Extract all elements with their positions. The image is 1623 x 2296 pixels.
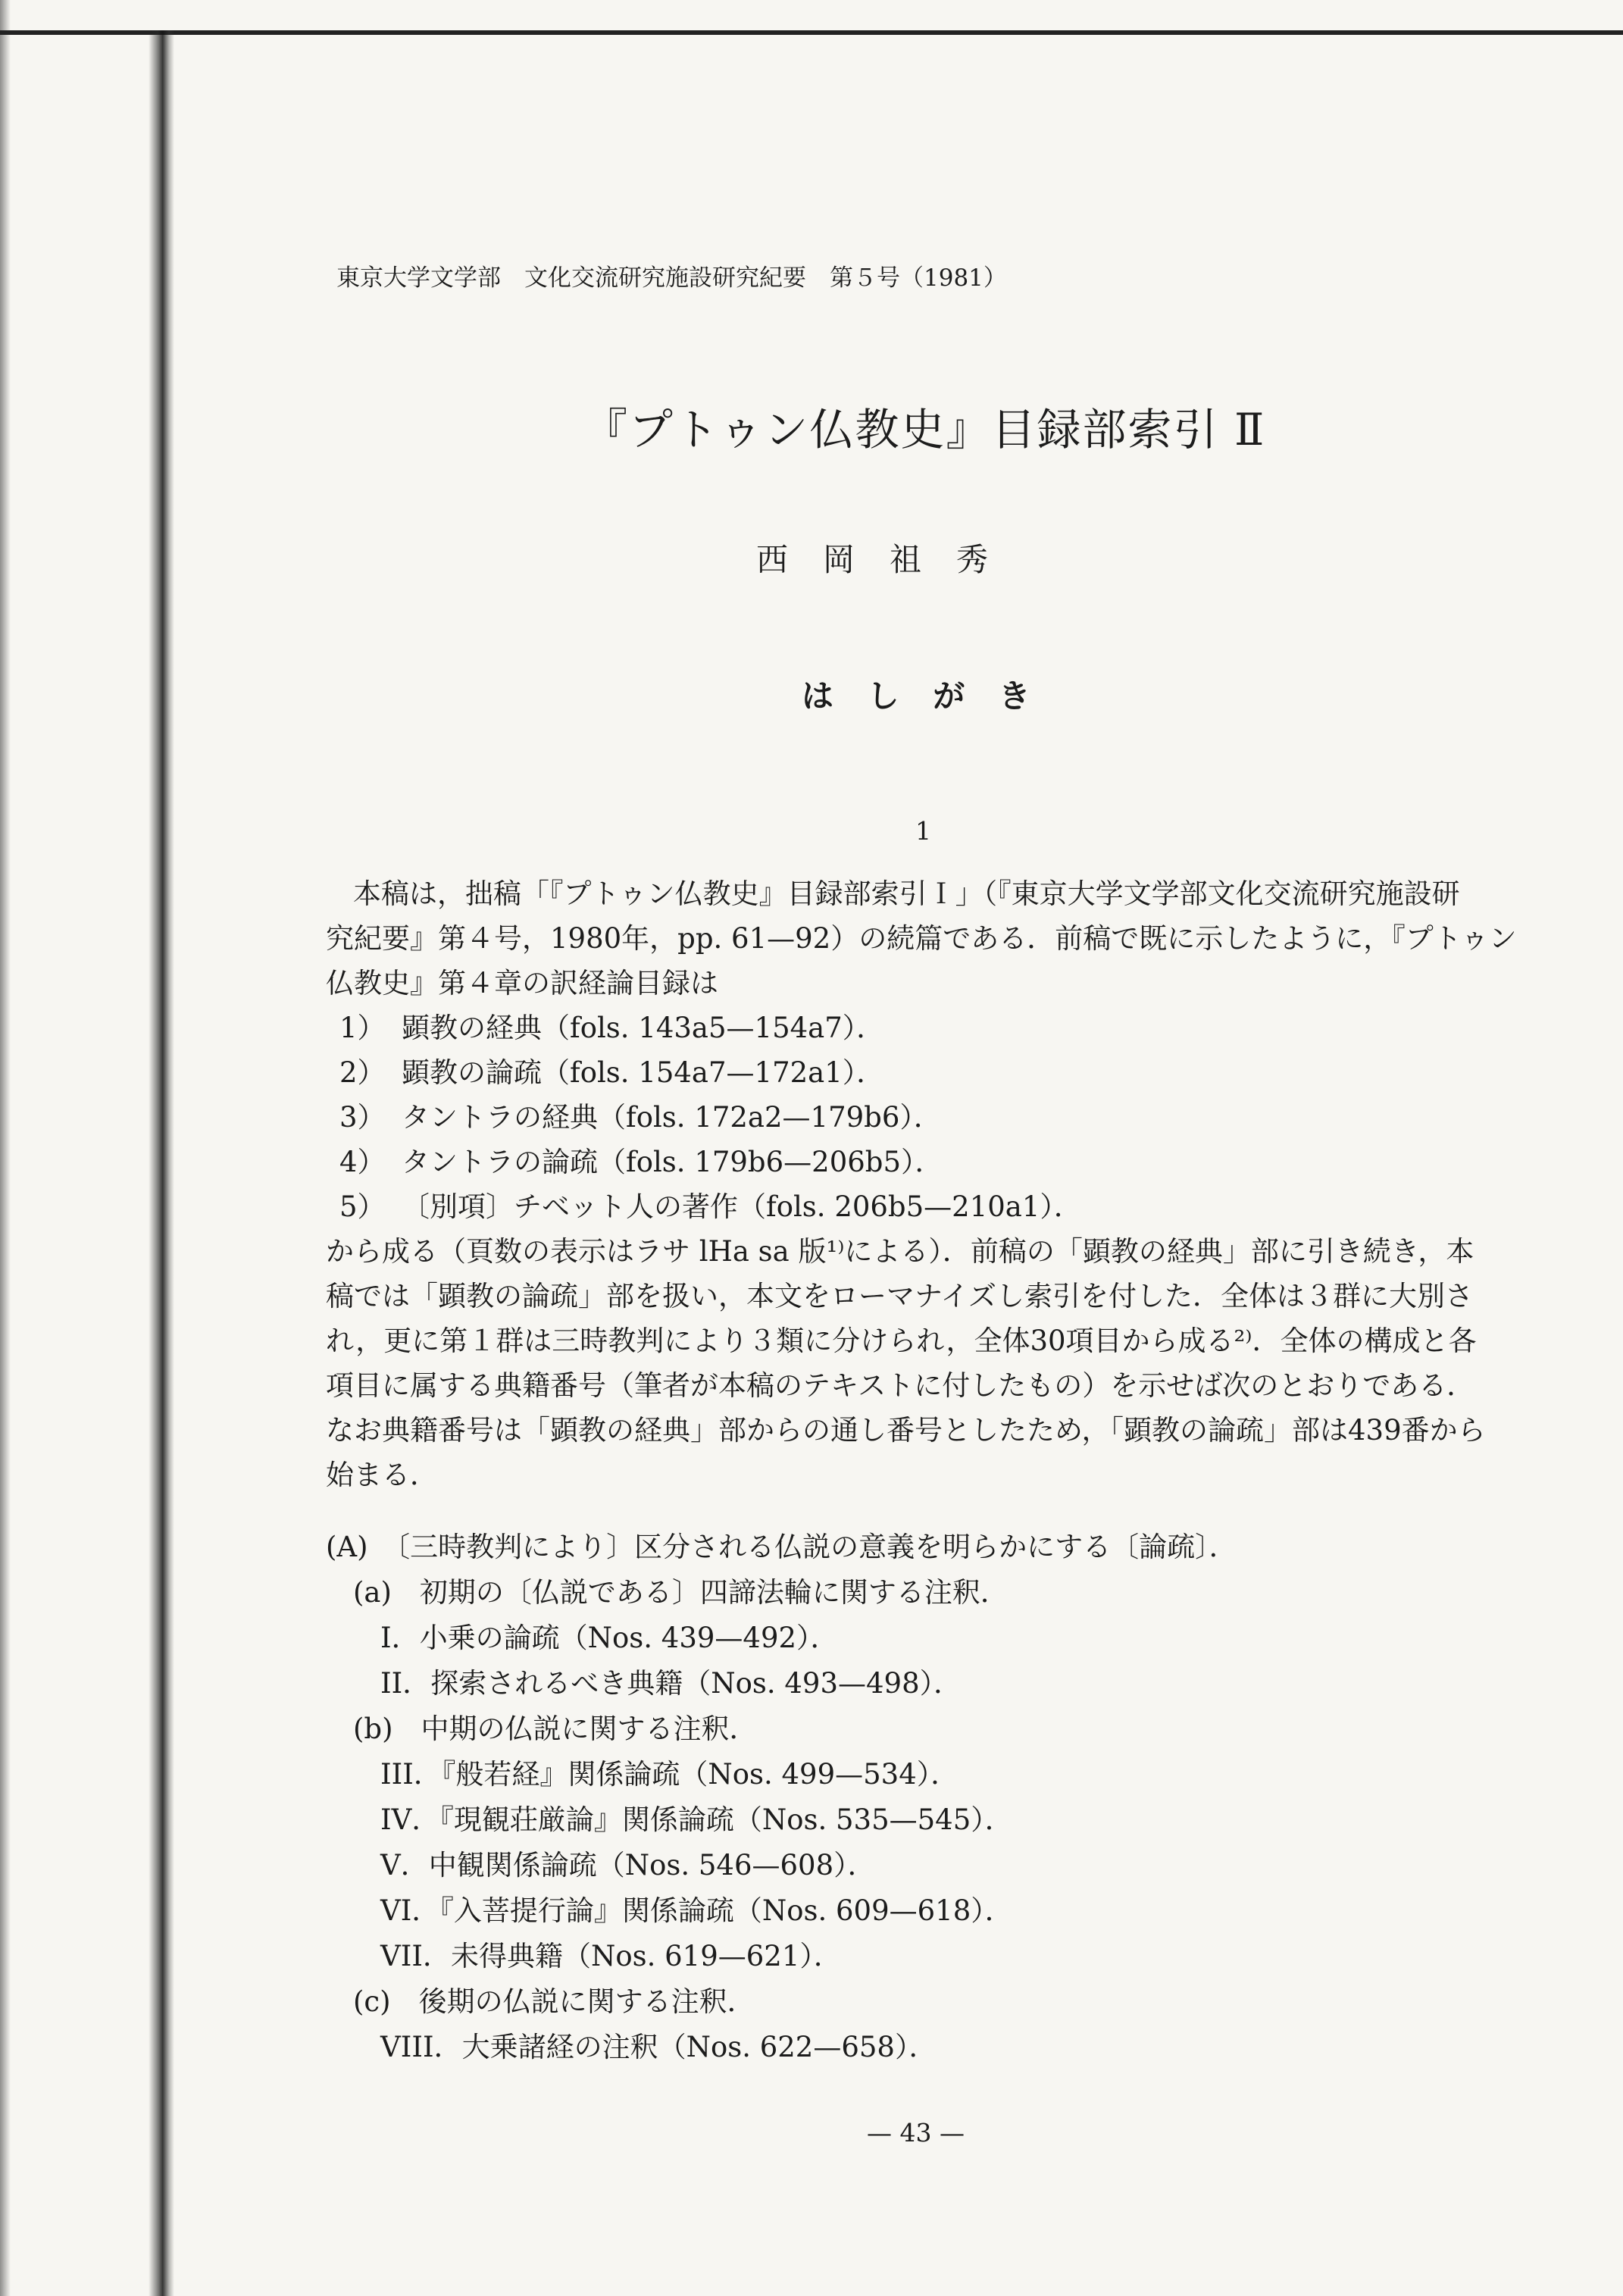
journal-header: 東京大学文学部 文化交流研究施設研究紀要 第５号（1981） [336,264,1007,292]
body-line: 究紀要』第４号，1980年，pp. 61—92）の続篇である．前稿で既に示したように，『プトゥン [326,922,1517,955]
list-item [326,1006,1515,1050]
body-text [326,871,1515,1497]
list-item [326,1050,1515,1095]
list-item-number: 3） [339,1101,386,1134]
outline-item: V．中観関係論疏（Nos. 546—608）． [380,1849,876,1882]
outline-item: VI．『入菩提行論』関係論疏（Nos. 609—618）． [380,1894,1013,1927]
outline-group-heading: (A) 〔三時教判により〕区分される仏説の意義を明らかにする〔論疏〕． [326,1531,1237,1563]
outline-item: VII．未得典籍（Nos. 619—621）． [380,1940,842,1972]
top-border-line [0,30,1623,35]
list-item [326,1184,1515,1229]
article-title: 『プトゥン仏教史』目録部索引 Ⅱ [583,404,1266,455]
body-line: れ，更に第１群は三時教判により３類に分けられ，全体30項目から成る²⁾．全体の構成と各 [326,1325,1477,1357]
outline-subgroup-heading: (b) 中期の仏説に関する注釈． [353,1713,758,1745]
outline-item: IV．『現観荘厳論』関係論疏（Nos. 535—545）． [380,1803,1013,1836]
body-line: 項目に属する典籍番号（筆者が本稿のテキストに付したもの）を示せば次のとおりである． [326,1369,1475,1402]
outline-item: VIII．大乗諸経の注釈（Nos. 622—658）． [380,2031,937,2063]
list-item-number: 2） [339,1056,386,1089]
list-item [326,1140,1515,1184]
body-line: から成る（頁数の表示はラサ lHa sa 版¹⁾による）．前稿の「顕教の経典」部に引き続き，本 [326,1235,1474,1268]
section-heading: は し が き [802,677,1030,715]
outline-item: I．小乗の論疏（Nos. 439—492）． [380,1622,839,1654]
list-item-text: 〔別項〕チベット人の著作（fols. 206b5—210a1）． [402,1190,1082,1223]
outline-subgroup-heading: (c) 後期の仏説に関する注釈． [353,1985,755,2018]
page-shadow-edge [0,0,11,2296]
page-number: — 43 — [867,2118,965,2147]
list-item-text: 顕教の経典（fols. 143a5—154a7）． [402,1012,885,1044]
outline-subgroup-heading: (a) 初期の〔仏説である〕四諦法輪に関する注釈． [353,1576,1009,1609]
list-item-number: 1） [339,1012,386,1044]
list-item [326,1095,1515,1140]
binding-spine [149,30,174,2296]
list-item-text: タントラの経典（fols. 172a2—179b6）． [402,1101,942,1134]
body-line: 本稿は，拙稿「『プトゥン仏教史』目録部索引Ｉ」（『東京大学文学部文化交流研究施設研 [353,877,1460,910]
body-line: 始まる． [326,1459,438,1491]
body-line: 稿では「顕教の論疏」部を扱い，本文をローマナイズし索引を付した．全体は３群に大別さ [326,1280,1474,1312]
list-item-number: 4） [339,1146,386,1178]
section-number: 1 [915,816,931,846]
body-line: なお典籍番号は「顕教の経典」部からの通し番号としたため，「顕教の論疏」部は439番から [326,1414,1486,1447]
body-line: 仏教史』第４章の訳経論目録は [326,967,718,999]
author-name: 西 岡 祖 秀 [756,541,990,578]
list-item-number: 5） [339,1190,386,1223]
list-item-text: 顕教の論疏（fols. 154a7—172a1）． [402,1056,885,1089]
list-item-text: タントラの論疏（fols. 179b6—206b5）． [402,1146,943,1178]
outline-item: II．探索されるべき典籍（Nos. 493—498）． [380,1667,962,1700]
outline-item: III．『般若経』関係論疏（Nos. 499—534）． [380,1758,959,1791]
classification-outline [326,1525,1538,2070]
